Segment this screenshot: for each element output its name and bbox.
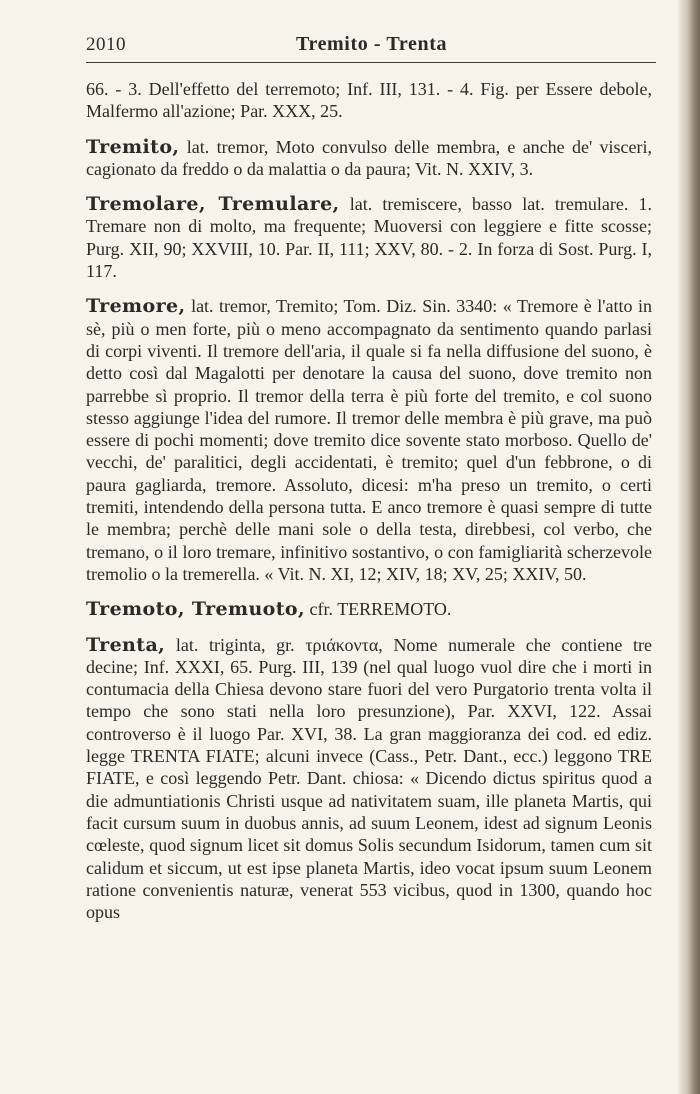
page-binding-edge: [678, 0, 700, 1094]
entry-trenta: [86, 634, 652, 924]
entry-text: cfr. TERREMOTO.: [309, 599, 452, 620]
entry-headword: Tremoto, Tremuoto,: [86, 598, 306, 621]
entry-body: [86, 634, 652, 924]
entry-headword: Trenta,: [86, 633, 166, 656]
entry-text: lat. tremiscere, basso lat. tremulare. 1. Tremare non di molto, ma frequente; Muoversi con leggiere e fitte scosse; Purg. XII, 90; XXVIII, 10. Par. II, 111; XXV, 80. - 2. In forza di Sost. Purg. I, 117.: [86, 194, 652, 282]
entry-text: 66. - 3. Dell'effetto del terremoto; Inf. III, 131. - 4. Fig. per Essere debole, Malfermo all'azione; Par. XXX, 25.: [86, 79, 652, 122]
entry-tremoto: [86, 598, 652, 620]
entry-headword: Tremolare, Tremulare,: [86, 193, 340, 216]
entry-tremito: [86, 136, 652, 181]
entry-continuation: [86, 78, 652, 123]
entry-body: [86, 295, 652, 585]
entry-tremolare: [86, 193, 652, 282]
entry-headword: Tremore,: [86, 295, 186, 318]
entry-body: [86, 598, 652, 620]
entry-body: [86, 136, 652, 181]
entry-text: lat. triginta, gr. τριάκοντα, Nome numerale che contiene tre decine; Inf. XXXI, 65. Purg. III, 139 (nel qual luogo vuol dire che i morti in contumacia della Chiesa devono stare fuori del vero Purgatorio trenta volta il tempo che sono stati nella loro presunzione), Par. XXVI, 122. Assai controverso è il luogo Par. XVI, 38. La gran maggioranza dei cod. ed ediz. legge TRENTA FIATE; alcuni invece (Cass., Petr. Dant., ecc.) leggono TRE FIATE, e così leggendo Petr. Dant. chiosa: « Dicendo dictus spiritus quod a die admuntiationis Christi usque ad nativitatem suam, ille planeta Martis, qui facit cursum suum in duobus annis, ad suum Leonem, idest ad signum Leonis cœleste, quod signum licet sit domus Solis secundum Isidorum, tamen cum sit calidum et siccum, ut est ipse planeta Martis, ideo vocat ipsum suum Leonem ratione convenientis naturæ, venerat 553 vicibus, quod in 1300, quando hoc opus: [86, 634, 652, 923]
entry-tremore: [86, 295, 652, 585]
entry-text: lat. tremor, Moto convulso delle membra, e anche de' visceri, cagionato da freddo o da malattia o da paura; Vit. N. XXIV, 3.: [86, 136, 653, 179]
page-body: [86, 78, 652, 936]
running-head: Tremito - Trenta: [296, 33, 448, 55]
entry-headword: Tremito,: [86, 135, 180, 158]
page-number: 2010: [86, 34, 126, 55]
page-header: [86, 28, 652, 58]
header-rule: [86, 62, 656, 63]
entry-text: lat. tremor, Tremito; Tom. Diz. Sin. 3340: « Tremore è l'atto in sè, più o men forte, più o meno accompagnato da sentimento quando parlasi di corpi viventi. Il tremore dell'aria, il quale si fa nella diffusione del suono, è detto così dal Magalotti per denotare la causa del suono, dove tremito non parrebbe sì proprio. Il tremor della terra è più forte del tremito, e col suono stesso aggiunge l'idea del rumore. Il tremor delle membra è più grave, ma può essere di pochi momenti; dove tremito dice sovente stato morboso. Quello de' vecchi, de' paralitici, degli accidentati, è tremito; quel d'un febbrone, o di paura gagliarda, tremore. Assoluto, dicesi: m'ha preso un tremito, o certi tremiti, intendendo della persona tutta. E anco tremore è quasi sempre di tutte le membra; perchè delle mani sole o della testa, direbbesi, col verbo, che tremano, o il loro tremare, infinitivo sostantivo, o con famigliarità scherzevole tremolio o la tremerella. « Vit. N. XI, 12; XIV, 18; XV, 25; XXIV, 50.: [86, 296, 653, 584]
entry-body: [86, 193, 652, 282]
